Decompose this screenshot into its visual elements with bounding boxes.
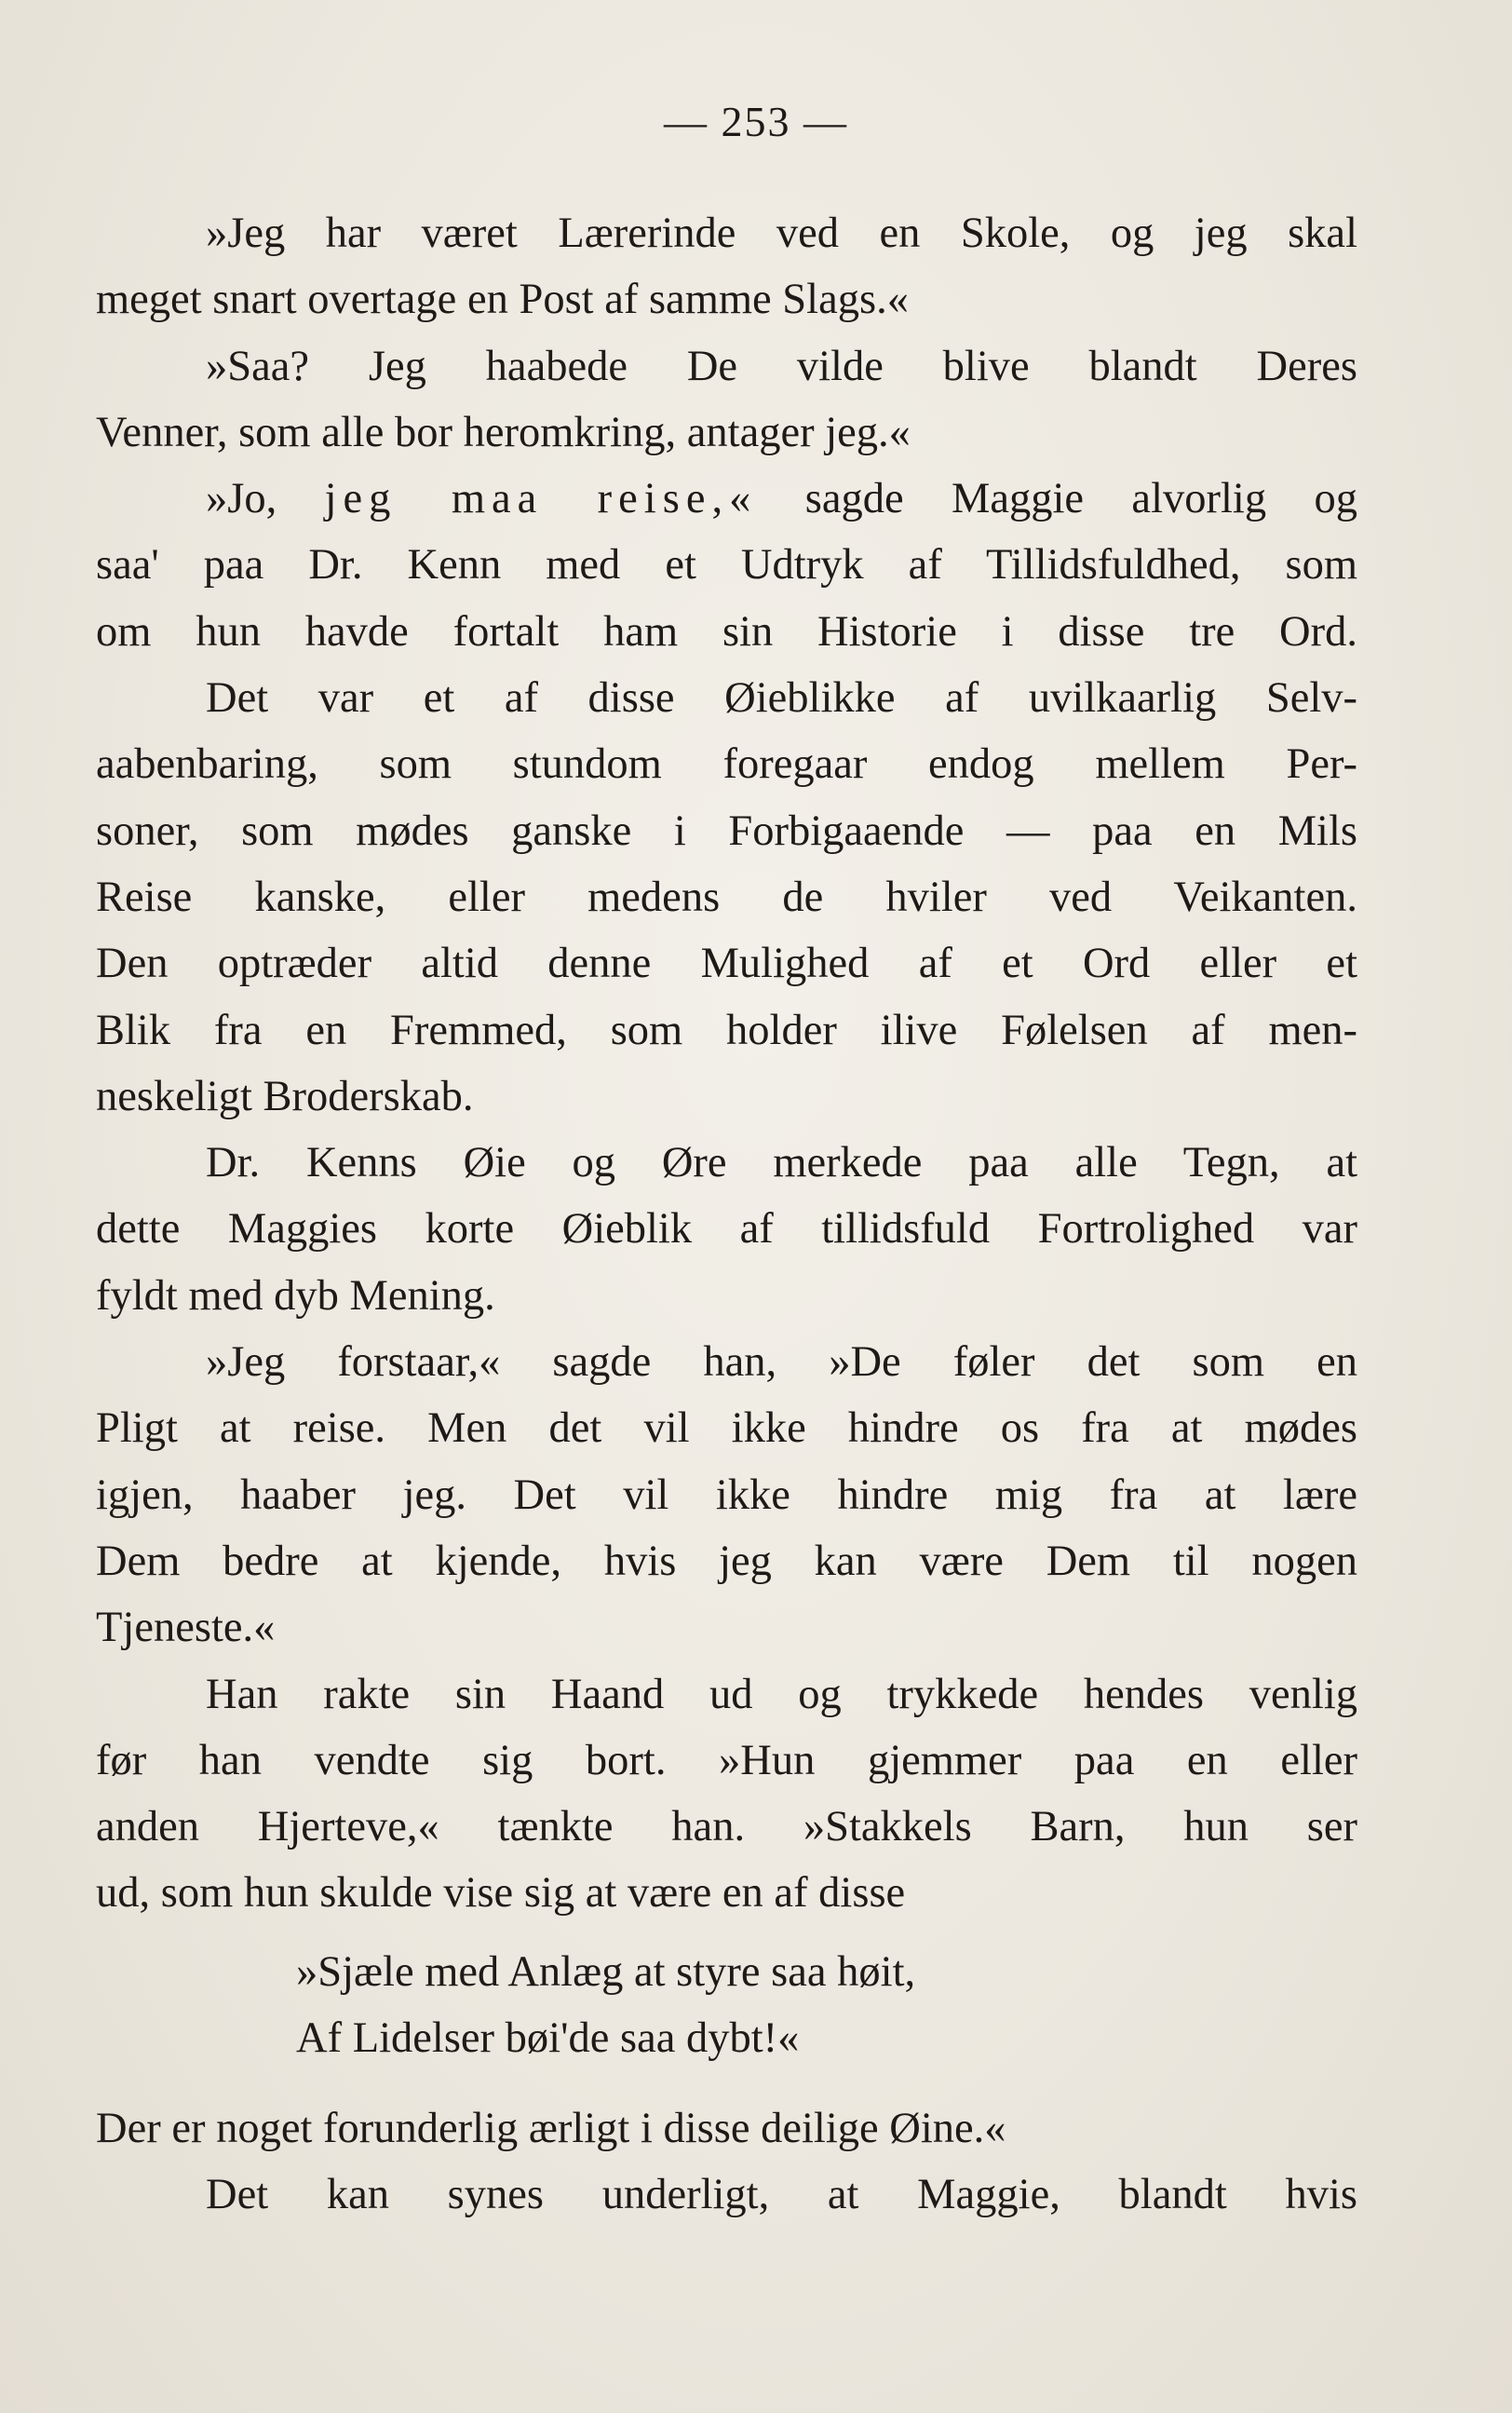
text-line: saa' paa Dr. Kenn med et Udtryk af Tillidsfuldhed, som (96, 541, 1357, 590)
text-line: meget snart overtage en Post af samme Slags.« (96, 276, 909, 324)
text-line: Venner, som alle bor heromkring, antager jeg.« (96, 408, 911, 456)
text-segment: sagde Maggie alvorlig og (757, 475, 1357, 523)
text-line: om hun havde fortalt ham sin Historie i disse tre Ord. (96, 607, 1357, 656)
text-line: anden Hjerteve,« tænkte han. »Stakkels Barn, hun ser (96, 1803, 1357, 1851)
text-line (96, 466, 1357, 532)
page-number-header: — 253 — (664, 98, 848, 145)
text-line: Blik fra en Fremmed, som holder ilive Følelsen af men- (96, 1006, 1357, 1054)
text-line: dette Maggies korte Øieblik af tillidsfuld Fortrolighed var (96, 1205, 1357, 1254)
verse-line: Af Lidelser bøi'de saa dybt!« (296, 2014, 800, 2063)
text-line: Pligt at reise. Men det vil ikke hindre os fra at mødes (96, 1404, 1357, 1453)
text-line: før han vendte sig bort. »Hun gjemmer paa en eller (96, 1736, 1357, 1784)
text-line: soner, som mødes ganske i Forbigaaende — paa en Mils (96, 807, 1357, 855)
body-text (96, 200, 1357, 1927)
text-line: aabenbaring, som stundom foregaar endog mellem Per- (96, 740, 1357, 789)
text-line: Tjeneste.« (96, 1604, 276, 1652)
body-text-continued (96, 2095, 1357, 2229)
text-segment: »Jo, (206, 475, 325, 523)
text-line: neskeligt Broderskab. (96, 1072, 474, 1120)
verse-line: »Sjæle med Anlæg at styre saa høit, (296, 1948, 916, 1996)
text-line: »Jeg har været Lærerinde ved en Skole, og jeg skal (206, 210, 1357, 257)
text-line: »Saa? Jeg haabede De vilde blive blandt Deres (206, 342, 1357, 390)
text-line: Dem bedre at kjende, hvis jeg kan være Dem til nogen (96, 1537, 1357, 1585)
spaced-text-segment: jeg maa reise,« (324, 475, 758, 523)
text-line: Det var et af disse Øieblikke af uvilkaarlig Selv- (206, 674, 1357, 723)
text-line: Han rakte sin Haand ud og trykkede hendes venlig (206, 1670, 1357, 1718)
text-line: fyldt med dyb Mening. (96, 1271, 495, 1320)
text-line: ud, som hun skulde vise sig at være en af disse (96, 1869, 906, 1918)
text-line: igjen, haaber jeg. Det vil ikke hindre mig fra at lære (96, 1471, 1357, 1519)
text-line: Reise kanske, eller medens de hviler ved Veikanten. (96, 873, 1357, 921)
text-line: »Jeg forstaar,« sagde han, »De føler det som en (206, 1338, 1357, 1387)
text-line: Den optræder altid denne Mulighed af et Ord eller et (96, 940, 1357, 988)
text-line: Dr. Kenns Øie og Øre merkede paa alle Tegn, at (206, 1139, 1357, 1187)
verse-quote (296, 1939, 915, 2072)
text-line: Det kan synes underligt, at Maggie, blandt hvis (206, 2171, 1357, 2219)
text-line: Der er noget forunderlig ærligt i disse deilige Øine.« (96, 2105, 1006, 2152)
